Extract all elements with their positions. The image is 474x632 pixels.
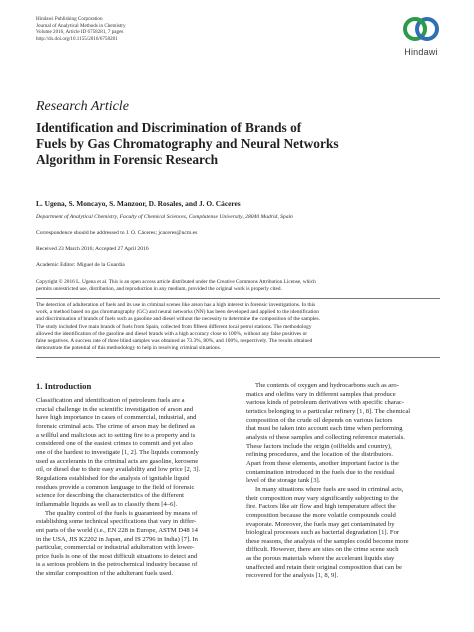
abstract-line: The detection of adulteration of fuels and its use in criminal scenes like arson has a high interest in forensic investigations. In this xyxy=(36,302,316,308)
abstract-line: demonstrate the potential of this methodology to help in resolving criminal situations. xyxy=(36,345,222,352)
publisher-line: Hindawi Publishing Corporation xyxy=(36,16,103,22)
body-line: refining procedures, and the location of the distributors. xyxy=(246,451,394,459)
body-line: These factors include the origin (oilfields and country), xyxy=(246,442,392,450)
journal-header xyxy=(36,16,126,42)
right-column xyxy=(246,382,440,581)
body-line: Regulations established for the analysis of ignitable liquid xyxy=(36,474,190,482)
title-line: Fuels by Gas Chromatography and Neural Networks xyxy=(36,136,339,151)
body-line: considered one of the easiest crimes to commit and yet also xyxy=(36,440,193,448)
body-line: inflammable liquids as well as to classify them [4–6]. xyxy=(36,500,178,508)
body-line: contamination introduced in the fuels due to the residual xyxy=(246,468,395,476)
body-line: recovered for the analysis [1, 8, 9]. xyxy=(246,572,339,580)
logo-text: Hindawi xyxy=(404,47,438,57)
body-line: in the USA, JIS K2202 in Japan, and IS 2796 in India) [7]. In xyxy=(36,535,198,543)
body-line: establishing some technical specifications that vary in differ- xyxy=(36,518,197,526)
body-line: residues provide a common language to the field of forensic xyxy=(36,483,195,491)
abstract xyxy=(36,302,440,352)
paper-title xyxy=(36,120,376,168)
volume-line: Volume 2016, Article ID 6758281, 7 pages xyxy=(36,29,124,36)
affiliation: Department of Analytical Chemistry, Faculty of Chemical Sciences, Complutense University, 28040 Madrid, Spain xyxy=(36,214,293,220)
abstract-line: The study included five main brands of fuels from Spain, collected from fifteen different local petrol stations. The methodology xyxy=(36,323,312,330)
correspondence: Correspondence should be addressed to J. O. Cáceres; jcaceres@ucm.es xyxy=(36,230,198,236)
academic-editor: Academic Editor: Miguel de la Guardia xyxy=(36,262,125,268)
hindawi-rings-icon xyxy=(392,14,450,46)
body-line: used as accelerants in the criminal acts are gasoline, kerosene xyxy=(36,457,199,465)
hindawi-logo xyxy=(392,14,450,60)
abstract-line: allowed the identification of the gasoline and diesel brands with a high accuracy close to 100%, without any false positives or xyxy=(36,330,308,337)
left-column xyxy=(36,397,230,579)
dates: Received 23 March 2016; Accepted 27 April 2016 xyxy=(36,246,149,252)
body-line: that must be taken into account each time when performing xyxy=(246,425,403,433)
body-line: science for describing the characteristics of the different xyxy=(36,492,184,500)
abstract-line: and discrimination of brands of fuels such as gasoline and diesel without the necessity to determine the composition of the samples. xyxy=(36,316,320,323)
body-line: various kinds of petroleum derivatives with specific charac- xyxy=(246,399,405,407)
body-line: analysis of these samples and collecting reference materials. xyxy=(246,433,405,441)
body-line: oil, or diesel due to their easy availability and low price [2, 3]. xyxy=(36,466,201,474)
title-line: Identification and Discrimination of Brands of xyxy=(36,120,302,135)
section-heading: 1. Introduction xyxy=(36,381,92,391)
body-line: one of the hardest to investigate [1, 2]. The liquids commonly xyxy=(36,448,199,456)
journal-line: Journal of Analytical Methods in Chemistry xyxy=(36,22,126,29)
body-line: level of the storage tank [3]. xyxy=(246,477,321,485)
body-line: particular, commercial or industrial adulteration with lower- xyxy=(36,544,195,552)
body-line: difficult. However, there are sites on the crime scene such xyxy=(246,546,399,554)
body-line: these reasons, the analysis of the samples could become more xyxy=(246,537,409,545)
body-line: In many situations where fuels are used in criminal acts, xyxy=(255,485,404,493)
body-line: The quality control of the fuels is guaranteed by means of xyxy=(45,509,198,517)
body-line: ent parts of the world (i.e., EN 228 in Europe, ASTM D48 14 xyxy=(36,526,198,534)
body-line: composition of the crude oil depends on various factors xyxy=(246,416,393,424)
abstract-line: work, a method based on gas chromatography (GC) and neural networks (NN) has been developed and applied to the identification xyxy=(36,309,319,316)
body-line: composition because the more volatile compounds could xyxy=(246,511,396,519)
body-line: teristics belonging to a particular refinery [1, 8]. The chemical xyxy=(246,407,411,415)
title-line: Algorithm in Forensic Research xyxy=(36,152,219,167)
body-line: have high importance in cases of commercial, industrial, and xyxy=(36,414,197,422)
body-line: a willful and malicious act to setting fire to a property and is xyxy=(36,431,196,439)
body-line: biological processes such as bacterial degradation [1]. For xyxy=(246,529,400,537)
body-line: is a serious problem in the petrochemical industry because of xyxy=(36,561,198,569)
body-line: as the porous materials where the accelerant liquids stay xyxy=(246,555,395,563)
body-line: Apart from these elements, another important factor is the xyxy=(246,459,399,467)
body-line: their composition may vary significantly subjecting to the xyxy=(246,494,399,502)
body-line: fire. Factors like air flow and high temperature affect the xyxy=(246,503,396,511)
divider xyxy=(36,357,440,358)
body-line: matics and olefins vary in different samples that produce xyxy=(246,390,396,398)
body-line: evaporate. Moreover, the fuels may get contaminated by xyxy=(246,520,395,528)
doi-link[interactable]: http://dx.doi.org/10.1155/2016/6758281 xyxy=(36,35,118,42)
article-type: Research Article xyxy=(36,99,129,114)
body-line: forensic criminal acts. The crime of arson may be defined as xyxy=(36,422,196,430)
abstract-line: false negatives. A success rate of three blind samples was obtained as 73.3%, 80%, and 100%, respectively. The results obtained xyxy=(36,338,313,345)
body-line: Classification and identification of petroleum fuels are a xyxy=(36,397,185,404)
copyright-line: Copyright © 2016 L. Ugena et al. This is an open access article distributed under the Creative Commons Attribution License, which xyxy=(36,279,316,285)
body-line: unaffected and retain their original composition that can be xyxy=(246,563,402,571)
body-line: crucial challenge in the scientific investigation of arson and xyxy=(36,405,194,413)
body-line: The contents of oxygen and hydrocarbons such as aro- xyxy=(255,382,399,389)
divider xyxy=(36,298,440,299)
body-line: price fuels is one of the most difficult situations to detect and xyxy=(36,552,198,560)
copyright-line: permits unrestricted use, distribution, and reproduction in any medium, provided the original work is properly cited. xyxy=(36,285,282,292)
authors: L. Ugena, S. Moncayo, S. Manzoor, D. Rosales, and J. O. Cáceres xyxy=(36,199,241,208)
copyright xyxy=(36,279,440,293)
body-line: the similar composition of the adulterant fuels used. xyxy=(36,570,173,578)
